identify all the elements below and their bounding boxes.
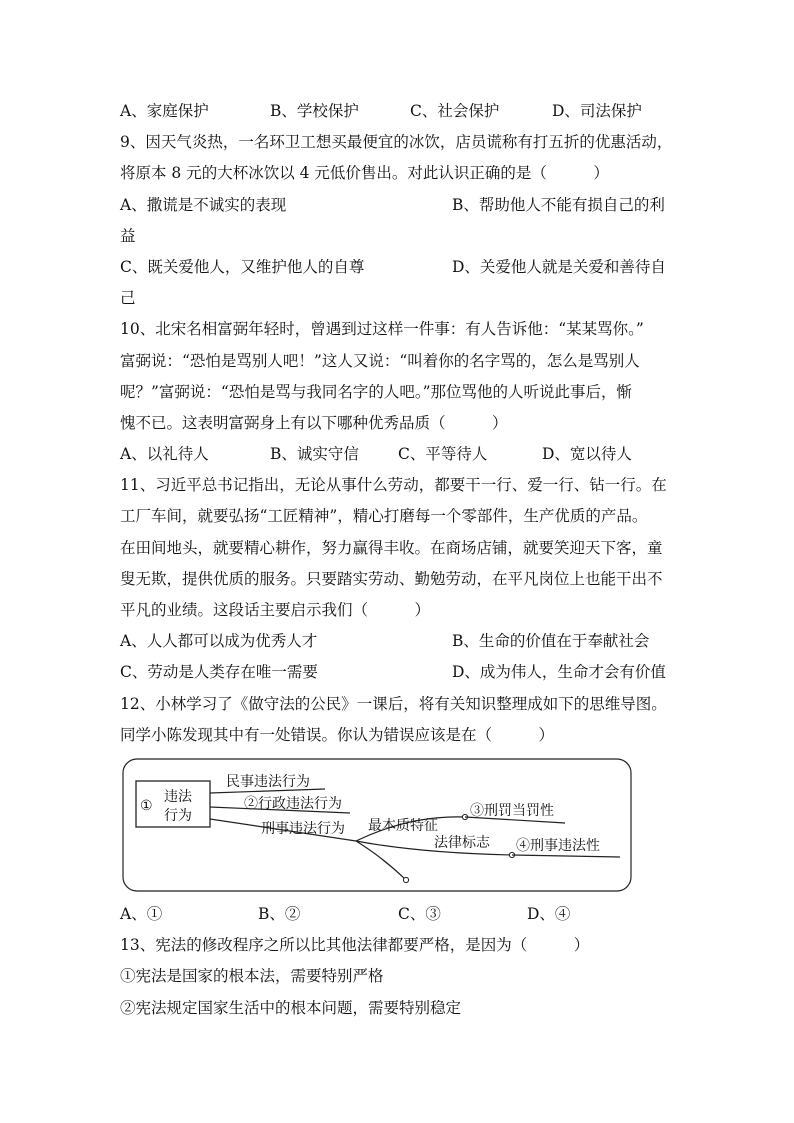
q9-option-d: D、关爱他人就是关爱和善待自 <box>452 257 666 276</box>
q12-options <box>120 899 690 930</box>
sub-label-essential: 最本质特征 <box>368 817 438 834</box>
sub-value-punishability: ③刑罚当罚性 <box>470 802 554 819</box>
q8-option-c: C、社会保护 <box>410 102 500 120</box>
q11-option-b: B、生命的价值在于奉献社会 <box>452 632 650 651</box>
question-10 <box>120 314 690 470</box>
q12-option-d: D、④ <box>527 904 571 923</box>
root-number: ① <box>140 797 153 814</box>
q9-option-b: B、帮助他人不能有损自己的利 <box>452 195 665 214</box>
q12-stem-line: 12、小林学习了《做守法的公民》一课后，将有关知识整理成如下的思维导图。 <box>120 694 667 713</box>
q10-stem-line: 富弼说：“恐怕是骂别人吧！”这人又说：“叫着你的名字骂的，怎么是骂别人 <box>120 351 640 370</box>
question-13 <box>120 930 690 1024</box>
q11-stem-line: 在田间地头，就要精心耕作，努力赢得丰收。在商场店铺，就要笑迎天下客，童 <box>120 538 663 557</box>
q8-option-b: B、学校保护 <box>270 102 359 120</box>
branch-administrative-violation: ②行政违法行为 <box>244 795 342 812</box>
q10-option-d: D、宽以待人 <box>542 445 632 464</box>
q11-option-c: C、劳动是人类存在唯一需要 <box>120 663 318 682</box>
q9-stem-line: 9、因天气炎热，一名环卫工想买最便宜的冰饮，店员谎称有打五折的优惠活动， <box>120 133 673 152</box>
sub-value-criminal-illegality: ④刑事违法性 <box>516 837 600 854</box>
q11-option-a: A、人人都可以成为优秀人才 <box>120 632 318 651</box>
mind-map-diagram <box>120 757 635 895</box>
q11-options-row-1 <box>120 626 690 657</box>
q9-option-d-cont: 己 <box>120 289 136 308</box>
question-11 <box>120 470 690 688</box>
question-12 <box>120 689 690 931</box>
q11-stem-line: 11、习近平总书记指出，无论从事什么劳动，都要干一行、爱一行、钻一行。在 <box>120 476 667 495</box>
q8-options <box>120 96 690 127</box>
q12-option-c: C、③ <box>398 904 441 923</box>
node-dot <box>403 877 408 882</box>
q9-option-a: A、撒谎是不诚实的表现 <box>120 195 287 214</box>
sub-branch-line-2b <box>512 855 620 857</box>
q10-options <box>120 439 690 470</box>
mind-map-svg <box>120 757 635 895</box>
q11-options-row-2 <box>120 657 690 688</box>
root-label-line1: 违法 <box>164 788 192 805</box>
q10-stem-line: 愧不已。这表明富弼身上有以下哪种优秀品质（ ） <box>120 413 508 432</box>
root-label-line2: 行为 <box>164 807 192 824</box>
q9-option-b-cont: 益 <box>120 226 136 245</box>
branch-civil-violation: 民事违法行为 <box>226 773 310 790</box>
q10-stem-line: 呢？”富弼说：“恐怕是骂与我同名字的人吧。”那位骂他的人听说此事后，惭 <box>120 382 633 401</box>
q11-stem-line: 工厂车间，就要弘扬“工匠精神”，精心打磨每一个零部件，生产优质的产品。 <box>120 507 648 526</box>
q12-option-b: B、② <box>258 904 301 923</box>
q9-stem-line: 将原本 8 元的大杯冰饮以 4 元低价售出。对此认识正确的是（ ） <box>120 164 609 183</box>
q13-item: ②宪法规定国家生活中的根本问题，需要特别稳定 <box>120 998 462 1017</box>
q12-stem-line: 同学小陈发现其中有一处错误。你认为错误应该是在（ ） <box>120 725 555 744</box>
q9-options-row-1 <box>120 190 690 221</box>
question-9 <box>120 127 690 314</box>
q8-option-d: D、司法保护 <box>552 102 642 120</box>
sub-label-legal-sign: 法律标志 <box>434 834 490 851</box>
q9-options-row-2 <box>120 252 690 283</box>
q13-item: ①宪法是国家的根本法，需要特别严格 <box>120 967 384 986</box>
q13-stem: 13、宪法的修改程序之所以比其他法律都要严格，是因为（ ） <box>120 936 590 955</box>
q10-option-b: B、诚实守信 <box>270 445 359 464</box>
q11-stem-line: 平凡的业绩。这段话主要启示我们（ ） <box>120 601 431 619</box>
q10-option-a: A、以礼待人 <box>120 445 209 464</box>
q8-option-a: A、家庭保护 <box>120 102 209 120</box>
sub-branch-line-3 <box>356 841 405 879</box>
q10-stem-line: 10、北宋名相富弼年轻时，曾遇到过这样一件事：有人告诉他：“某某骂你。” <box>120 320 644 339</box>
branch-criminal-violation: 刑事违法行为 <box>261 820 345 837</box>
q10-option-c: C、平等待人 <box>398 445 488 464</box>
q12-option-a: A、① <box>120 904 163 923</box>
q11-stem-line: 叟无欺，提供优质的服务。只要踏实劳动、勤勉劳动，在平凡岗位上也能干出不 <box>120 569 663 588</box>
q9-option-c: C、既关爱他人，又维护他人的自尊 <box>120 257 365 276</box>
q11-option-d: D、成为伟人，生命才会有价值 <box>452 663 666 682</box>
exam-page <box>120 96 690 1024</box>
